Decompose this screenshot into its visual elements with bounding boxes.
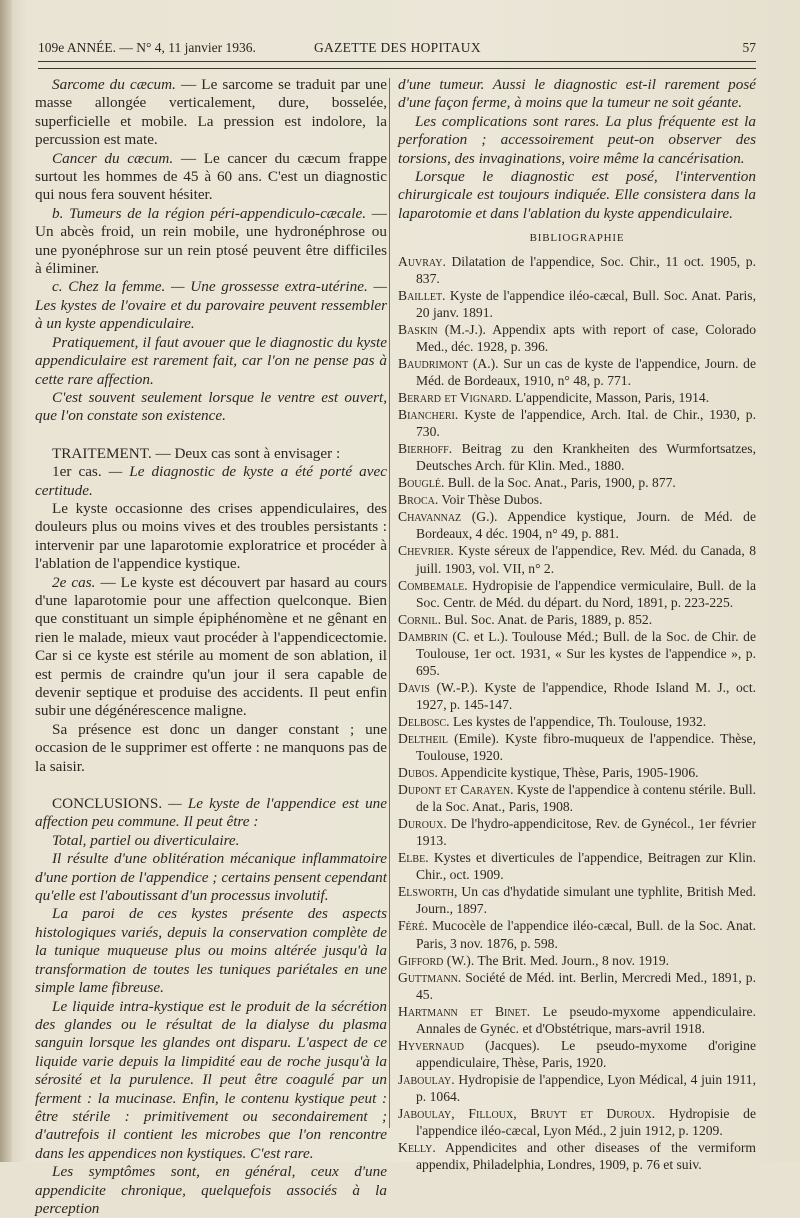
left-column bbox=[35, 76, 387, 1218]
paragraph: c. Chez la femme. — Une grossesse extra-utérine. — Les kystes de l'ovaire et du parovaire peuvent ressembler à un kyste appendiculaire. bbox=[35, 278, 387, 333]
paragraph: C'est souvent seulement lorsque le ventre est ouvert, que l'on constate son existence. bbox=[35, 388, 387, 425]
paragraph: d'une tumeur. Aussi le diagnostic est-il rarement posé d'une façon ferme, à moins que la tumeur ne soit géante. bbox=[398, 76, 756, 112]
bib-entry: Chevrier. Kyste séreux de l'appendice, Rev. Méd. du Canada, 8 juill. 1903, vol. VII, n° 2. bbox=[398, 543, 756, 576]
bib-entry: Cornil. Bul. Soc. Anat. de Paris, 1889, p. 852. bbox=[398, 611, 653, 627]
bibliography-list bbox=[398, 253, 756, 1174]
bib-entry: Jaboulay. Hydropisie de l'appendice, Lyon Médical, 4 juin 1911, p. 1064. bbox=[398, 1071, 756, 1104]
bib-entry: Guttmann. Société de Méd. int. Berlin, Mercredi Med., 1891, p. 45. bbox=[398, 969, 756, 1002]
bib-entry: Biancheri. Kyste de l'appendice, Arch. Ital. de Chir., 1930, p. 730. bbox=[398, 407, 756, 440]
bib-entry: Baudrimont (A.). Sur un cas de kyste de l'appendice, Journ. de Méd. de Bordeaux, 1910, n° 48, p. 771. bbox=[398, 355, 756, 388]
bib-entry: Bouglé. Bull. de la Soc. Anat., Paris, 1900, p. 877. bbox=[398, 475, 676, 491]
bib-entry: Kelly. Appendicites and other diseases of the vermiform appendix, Philadelphia, Londres, 1909, p. 76 et suiv. bbox=[398, 1140, 756, 1173]
paragraph: Les complications sont rares. La plus fréquente est la perforation ; accessoirement peut-on observer des torsions, des invaginations, voire même la cancérisation. bbox=[398, 112, 756, 167]
bib-entry: Broca. Voir Thèse Dubos. bbox=[398, 492, 543, 508]
paragraph: Sa présence est donc un danger constant ; une occasion de le supprimer est offerte : ne manquons pas de la saisir. bbox=[35, 720, 387, 775]
bib-entry: Auvray. Dilatation de l'appendice, Soc. Chir., 11 oct. 1905, p. 837. bbox=[398, 253, 756, 286]
bib-entry: Jaboulay, Filloux, Bruyt et Duroux. Hydropisie de l'appendice iléo-cæcal, Lyon Méd., 2 juin 1912, p. 1209. bbox=[398, 1106, 756, 1139]
journal-title: GAZETTE DES HOPITAUX bbox=[314, 40, 481, 55]
paragraph: Sarcome du cæcum. — Le sarcome se traduit par une masse allongée verticalement, dure, bosselée, superficielle et mobile. La pression est indolore, la percussion est mate. bbox=[35, 76, 387, 149]
bib-entry: Elbe. Kystes et diverticules de l'appendice, Beitragen zur Klin. Chir., oct. 1909. bbox=[398, 850, 756, 883]
paragraph: 2e cas. — Le kyste est découvert par hasard au cours d'une laparotomie pour une affection quelconque. Bien que constituant un simple épiphénomène et ne gênant en rien le malade, mieux vaut procéder à l'appendicectomie. Car si ce kyste est stérile au moment de son ablation, il est permis de craindre qu'un jour il sera capable de devenir septique et produise des accidents. Il peut enfin subir une dégénérescence maligne. bbox=[35, 573, 387, 720]
bib-entry: Dupont et Carayen. Kyste de l'appendice à contenu stérile. Bull. de la Soc. Anat., Paris, 1908. bbox=[398, 782, 756, 815]
bib-entry: Berard et Vignard. L'appendicite, Masson, Paris, 1914. bbox=[398, 390, 710, 406]
section-heading: TRAITEMENT. — Deux cas sont à envisager : bbox=[52, 444, 341, 462]
paragraph: b. Tumeurs de la région péri-appendiculo-cæcale. — Un abcès froid, un rein mobile, une hydronéphrose ou une pyonéphrose sur un rein ptosé peuvent être difficiles à éliminer. bbox=[35, 204, 387, 278]
bib-entry: Féré. Mucocèle de l'appendice iléo-cæcal, Bull. de la Soc. Anat. Paris, 3 nov. 1876, p. 598. bbox=[398, 918, 756, 951]
bib-entry: Gifford (W.). The Brit. Med. Journ., 8 nov. 1919. bbox=[398, 952, 670, 968]
bib-entry: Bierhoff. Beitrag zu den Krankheiten des Wurmfortsatzes, Deutsches Arch. für Klin. Med., 1880. bbox=[398, 441, 756, 474]
issue-info: 109e ANNÉE. — N° 4, 11 janvier 1936. bbox=[38, 40, 256, 55]
bib-entry: Baillet. Kyste de l'appendice iléo-cæcal, Bull. Soc. Anat. Paris, 20 janv. 1891. bbox=[398, 287, 756, 320]
bib-entry: Delbosc. Les kystes de l'appendice, Th. Toulouse, 1932. bbox=[398, 713, 707, 729]
paragraph: Le liquide intra-kystique est le produit de la sécrétion des glandes ou le résultat de la dialyse du plasma sanguin lorsque les glandes ont disparu. L'aspect de ce liquide varie depuis la limpidité eau de roche jusqu'à la sérosité et la purulence. Il peut être coagulé par un ferment : la mucinase. Enfin, le contenu kystique peut : être stérile : primitivement ou secondairement ; d'autrefois il contient les microbes que l'on rencontre dans les appendices non kystiques. C'est rare. bbox=[35, 997, 387, 1162]
paragraph: Le kyste occasionne des crises appendiculaires, des douleurs plus ou moins vives et des troubles persistants : intervenir par une laparotomie exploratrice et procéder à l'ablation de l'appendice kystique. bbox=[35, 499, 387, 573]
paragraph: 1er cas. — Le diagnostic de kyste a été porté avec certitude. bbox=[35, 463, 387, 499]
paragraph: Cancer du cæcum. — Le cancer du cæcum frappe surtout les hommes de 45 à 60 ans. C'est un diagnostic qui nous fera souvent hésiter. bbox=[35, 149, 387, 204]
header-rule-top bbox=[38, 61, 756, 62]
bib-entry: Baskin (M.-J.). Appendix apts with report of case, Colorado Med., déc. 1928, p. 396. bbox=[398, 321, 756, 354]
bib-entry: Hyvernaud (Jacques). Le pseudo-myxome d'origine appendiculaire, Thèse, Paris, 1920. bbox=[398, 1037, 756, 1070]
bib-entry: Hartmann et Binet. Le pseudo-myxome appendiculaire. Annales de Gynéc. et d'Obstétrique, mars-avril 1918. bbox=[398, 1003, 756, 1036]
running-header bbox=[38, 38, 756, 58]
bib-entry: Davis (W.-P.). Kyste de l'appendice, Rhode Island M. J., oct. 1927, p. 145-147. bbox=[398, 679, 756, 712]
paragraph: Il résulte d'une oblitération mécanique inflammatoire d'une portion de l'appendice ; certains pensent cependant qu'elle est l'aboutissant d'un processus involutif. bbox=[35, 850, 387, 905]
column-divider bbox=[389, 78, 390, 1128]
bib-entry: Dubos. Appendicite kystique, Thèse, Paris, 1905-1906. bbox=[398, 765, 699, 781]
paragraph: La paroi de ces kystes présente des aspects histologiques variés, depuis la conservation complète de la tunique muqueuse plus ou moins altérée jusqu'à la transformation de toutes les tuniques pariétales en une simple lame fibreuse. bbox=[35, 905, 387, 997]
right-column bbox=[398, 76, 756, 1173]
bib-entry: Combemale. Hydropisie de l'appendice vermiculaire, Bull. de la Soc. Centr. de Méd. du départ. du Nord, 1891, p. 223-225. bbox=[398, 577, 756, 610]
bib-entry: Duroux. De l'hydro-appendicitose, Rev. de Gynécol., 1er février 1913. bbox=[398, 816, 756, 849]
bib-entry: Deltheil (Emile). Kyste fibro-muqueux de l'appendice. Thèse, Toulouse, 1920. bbox=[398, 730, 756, 764]
paragraph: Pratiquement, il faut avouer que le diagnostic du kyste appendiculaire est rarement fait, car l'on ne pense pas à cette rare affection. bbox=[35, 333, 387, 388]
paragraph: Total, partiel ou diverticulaire. bbox=[52, 831, 240, 849]
header-rule-bottom bbox=[38, 68, 756, 69]
bibliography-heading: BIBLIOGRAPHIE bbox=[529, 232, 625, 245]
paragraph: Les symptômes sont, en général, ceux d'une appendicite chronique, quelquefois associés à la perception bbox=[35, 1163, 387, 1217]
section-heading: CONCLUSIONS. — Le kyste de l'appendice est une affection peu commune. Il peut être : bbox=[35, 795, 387, 831]
bib-entry: Elsworth, Un cas d'hydatide simulant une typhlite, British Med. Journ., 1897. bbox=[398, 884, 756, 917]
page-number: 57 bbox=[742, 40, 756, 55]
paragraph: Lorsque le diagnostic est posé, l'intervention chirurgicale est toujours indiquée. Elle consistera dans la laparotomie et dans l'ablation du kyste appendiculaire. bbox=[398, 168, 756, 222]
bib-entry: Dambrin (C. et L.). Toulouse Méd.; Bull. de la Soc. de Chir. de Toulouse, 1er oct. 1931, « Sur les kystes de l'appendice », p. 695. bbox=[398, 628, 756, 678]
bib-entry: Chavannaz (G.). Appendice kystique, Journ. de Méd. de Bordeaux, 4 déc. 1904, n° 49, p. 881. bbox=[398, 509, 756, 542]
